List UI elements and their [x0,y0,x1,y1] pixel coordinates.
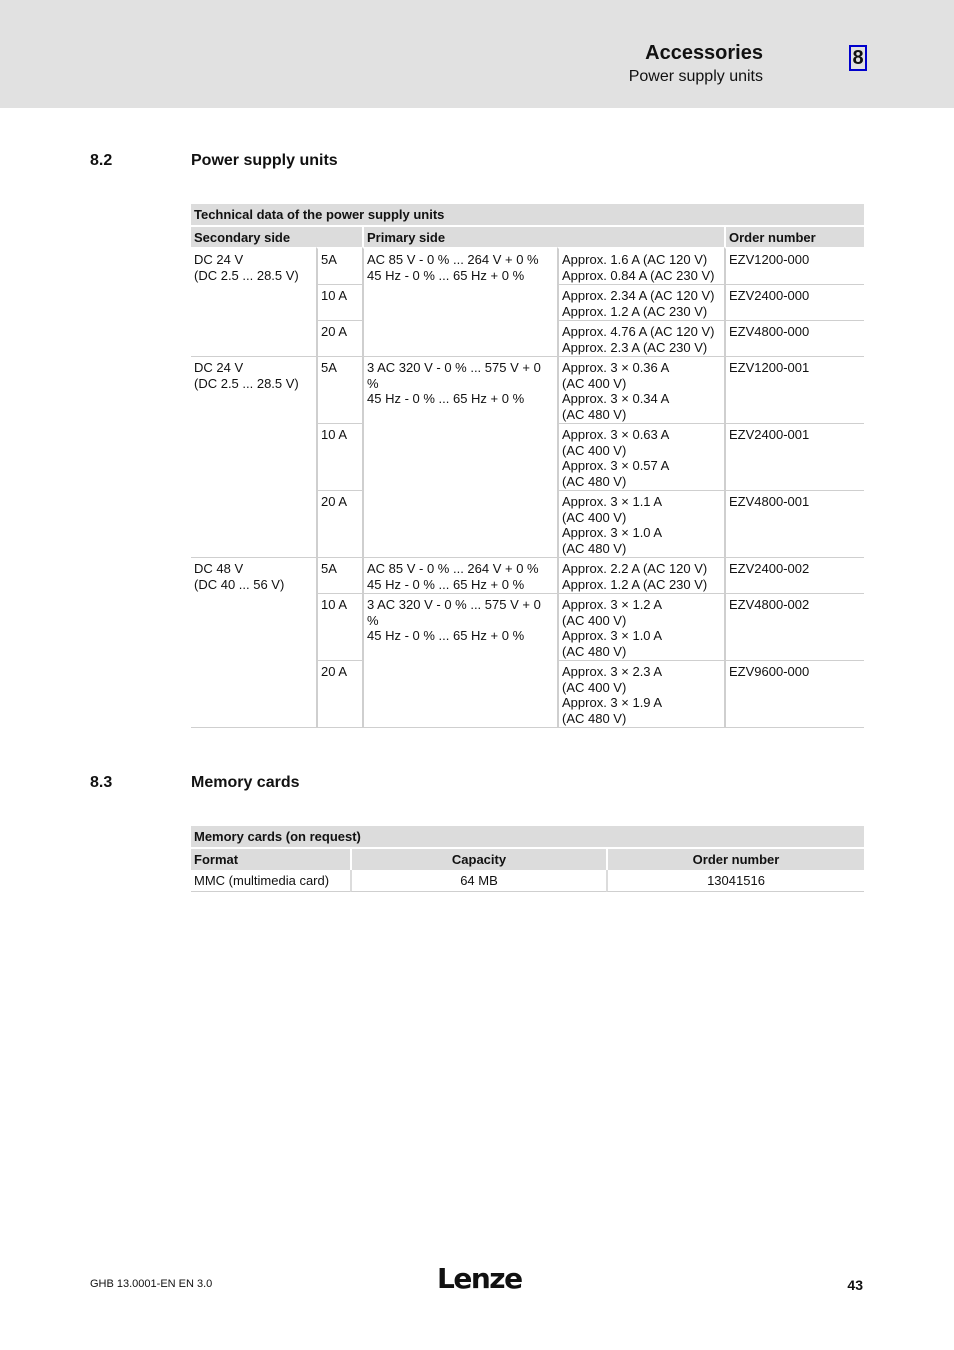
memory-cards-table [191,826,864,892]
primary-cell: AC 85 V - 0 % ... 264 V + 0 % 45 Hz - 0 % ... 65 Hz + 0 % [362,557,557,593]
chapter-subtitle: Power supply units [628,68,763,85]
secondary-cell: DC 24 V (DC 2.5 ... 28.5 V) [191,247,316,356]
secondary-cell: DC 48 V (DC 40 ... 56 V) [191,557,316,728]
current-cell: 10 A [316,423,362,490]
chapter-number-link[interactable]: 8 [849,45,867,71]
current-cell: 20 A [316,660,362,728]
secondary-cell: DC 24 V (DC 2.5 ... 28.5 V) [191,356,316,557]
primary-cell: 3 AC 320 V - 0 % ... 575 V + 0 % 45 Hz - 0 % ... 65 Hz + 0 % [362,593,557,728]
order-cell: EZV2400-000 [724,284,864,320]
table-row [191,557,864,593]
input-cell: Approx. 1.6 A (AC 120 V) Approx. 0.84 A (AC 230 V) [557,247,724,284]
primary-cell: 3 AC 320 V - 0 % ... 575 V + 0 % 45 Hz - 0 % ... 65 Hz + 0 % [362,356,557,557]
section-title: Power supply units [191,152,338,169]
document-id: GHB 13.0001-EN EN 3.0 [90,1278,213,1290]
header-order: Order number [606,847,864,870]
input-cell: Approx. 3 × 1.2 A (AC 400 V) Approx. 3 × 1.0 A (AC 480 V) [557,593,724,660]
input-cell: Approx. 4.76 A (AC 120 V) Approx. 2.3 A (AC 230 V) [557,320,724,356]
order-cell: EZV1200-001 [724,356,864,423]
chapter-title: Accessories [645,42,763,64]
header-format: Format [191,847,350,870]
order-cell: EZV4800-000 [724,320,864,356]
format-cell: MMC (multimedia card) [191,870,350,892]
input-cell: Approx. 2.34 A (AC 120 V) Approx. 1.2 A (AC 230 V) [557,284,724,320]
power-supply-table [191,204,864,728]
order-cell: EZV2400-001 [724,423,864,490]
order-cell: EZV4800-002 [724,593,864,660]
current-cell: 10 A [316,284,362,320]
input-cell: Approx. 3 × 1.1 A (AC 400 V) Approx. 3 × 1.0 A (AC 480 V) [557,490,724,557]
order-cell: EZV9600-000 [724,660,864,728]
current-cell: 10 A [316,593,362,660]
table-row [191,247,864,284]
input-cell: Approx. 2.2 A (AC 120 V) Approx. 1.2 A (AC 230 V) [557,557,724,593]
header-secondary: Secondary side [191,225,362,247]
capacity-cell: 64 MB [350,870,606,892]
input-cell: Approx. 3 × 0.36 A (AC 400 V) Approx. 3 × 0.34 A (AC 480 V) [557,356,724,423]
section-number: 8.2 [90,152,113,169]
current-cell: 5A [316,356,362,423]
current-cell: 20 A [316,490,362,557]
current-cell: 5A [316,247,362,284]
brand-logo: Lenze [437,1262,522,1295]
table-title: Memory cards (on request) [191,826,864,847]
section-number: 8.3 [90,774,113,791]
header-band [0,0,954,108]
input-cell: Approx. 3 × 0.63 A (AC 400 V) Approx. 3 × 0.57 A (AC 480 V) [557,423,724,490]
header-order: Order number [724,225,864,247]
current-cell: 5A [316,557,362,593]
current-cell: 20 A [316,320,362,356]
order-cell: EZV2400-002 [724,557,864,593]
header-capacity: Capacity [350,847,606,870]
header-primary: Primary side [362,225,724,247]
section-title: Memory cards [191,774,300,791]
input-cell: Approx. 3 × 2.3 A (AC 400 V) Approx. 3 × 1.9 A (AC 480 V) [557,660,724,728]
table-row [191,870,864,892]
page-number: 43 [847,1277,863,1293]
order-cell: EZV1200-000 [724,247,864,284]
table-title: Technical data of the power supply units [191,204,864,225]
table-row [191,356,864,423]
order-cell: 13041516 [606,870,864,892]
order-cell: EZV4800-001 [724,490,864,557]
primary-cell: AC 85 V - 0 % ... 264 V + 0 % 45 Hz - 0 % ... 65 Hz + 0 % [362,247,557,356]
